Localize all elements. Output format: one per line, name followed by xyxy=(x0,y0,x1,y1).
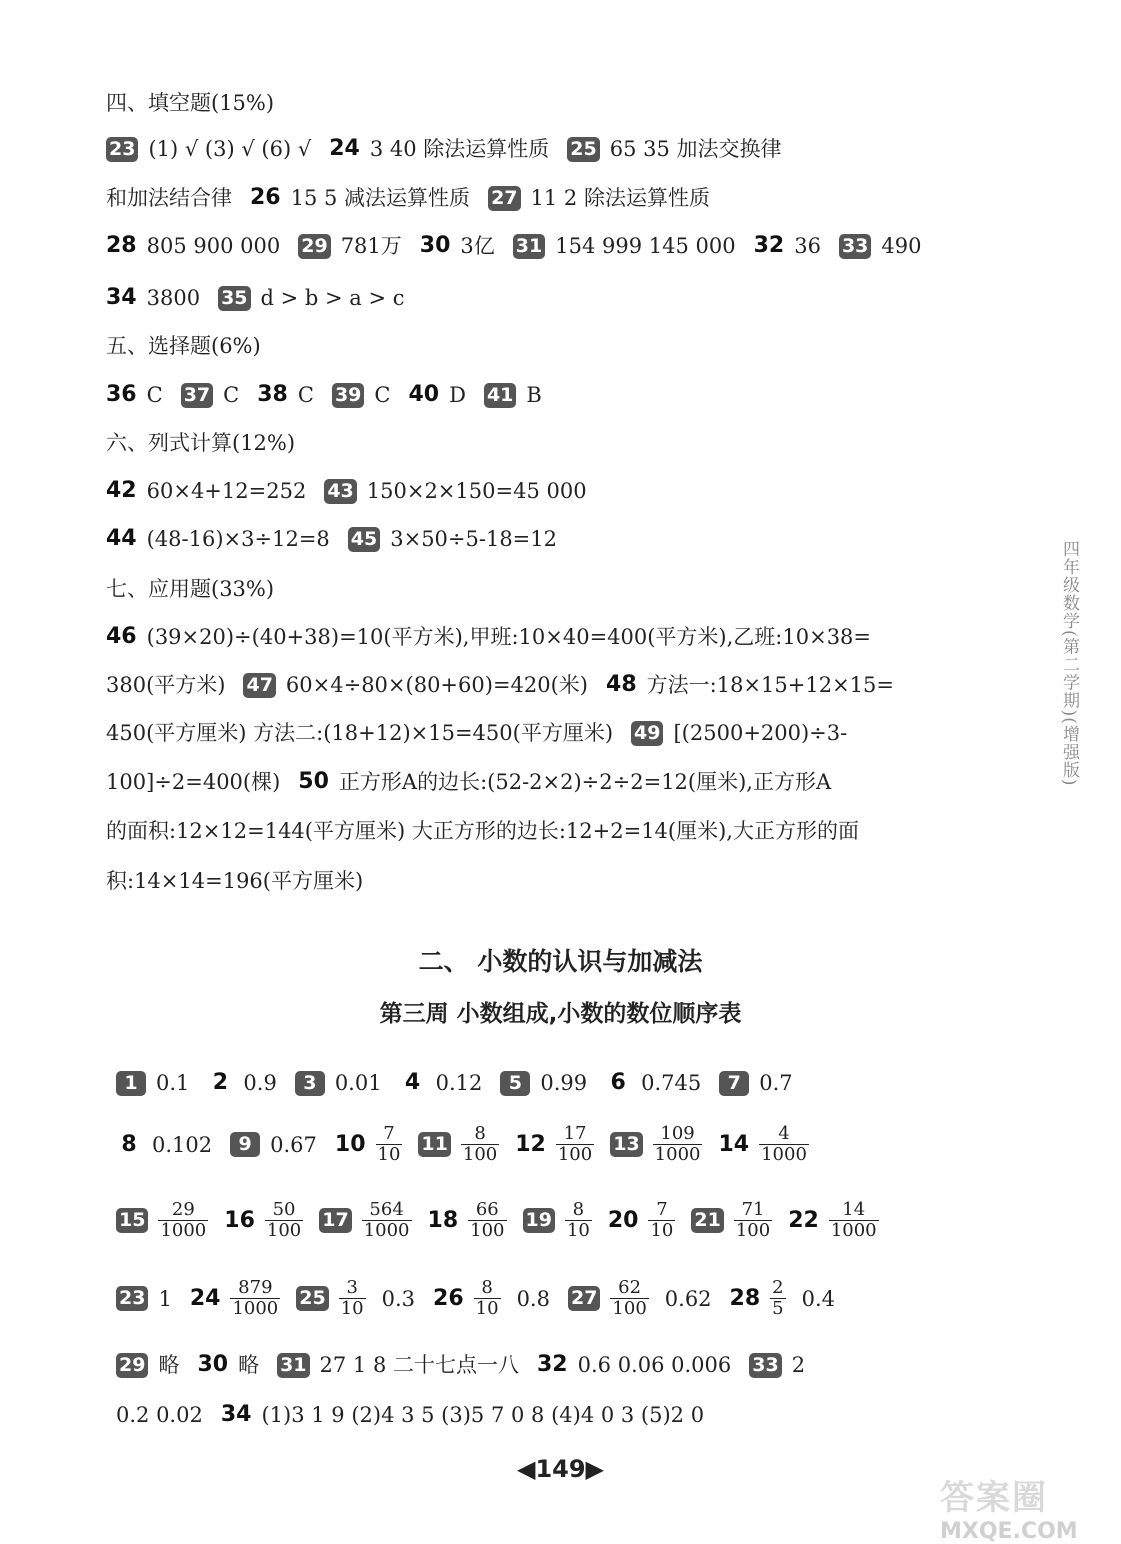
fraction xyxy=(461,1124,499,1165)
answer-line xyxy=(116,1350,823,1380)
question-number: 28 xyxy=(729,1285,761,1311)
watermark-logo xyxy=(940,1470,1120,1544)
question-number-boxed: 15 xyxy=(116,1208,148,1233)
answer-text: d > b > a > c xyxy=(260,286,405,310)
answer-text: 100]÷2=400(棵) xyxy=(106,770,281,794)
answer-text: 0.8 xyxy=(516,1286,550,1311)
answer-item xyxy=(567,134,799,164)
fraction xyxy=(653,1124,703,1165)
answer-item xyxy=(332,380,409,410)
answer-line xyxy=(116,1124,825,1165)
answer-line xyxy=(116,1068,811,1098)
answer-item xyxy=(116,1130,230,1160)
answer-line xyxy=(106,283,423,313)
answer-item xyxy=(749,1350,823,1380)
question-number-boxed: 11 xyxy=(418,1132,450,1157)
answer-text: 和加法结合律 xyxy=(106,186,232,210)
question-number: 36 xyxy=(106,382,137,407)
answer-text: (39×20)÷(40+38)=10(平方米),甲班:10×40=400(平方米),乙班:10×38= xyxy=(146,625,872,649)
answer-item xyxy=(116,1350,197,1380)
answer-item xyxy=(257,380,332,410)
question-number: 30 xyxy=(419,233,451,258)
answer-item xyxy=(106,476,324,506)
question-number-boxed: 7 xyxy=(719,1071,749,1096)
fraction-denominator: 10 xyxy=(377,1144,401,1165)
answer-item xyxy=(631,718,865,748)
answer-line xyxy=(106,622,889,652)
answer-text: (48-16)×3÷12=8 xyxy=(146,527,330,551)
question-number: 32 xyxy=(753,233,785,258)
answer-text: 0.1 xyxy=(156,1071,190,1095)
section-heading-calc: 六、列式计算(12%) xyxy=(106,431,296,455)
question-number: 48 xyxy=(606,672,637,697)
question-number-boxed: 3 xyxy=(295,1071,325,1096)
fraction-denominator: 10 xyxy=(475,1298,499,1319)
fraction xyxy=(362,1200,412,1241)
fraction-denominator: 10 xyxy=(566,1220,590,1241)
fraction-numerator: 14 xyxy=(842,1199,866,1220)
question-number: 46 xyxy=(106,624,137,649)
answer-item xyxy=(230,1130,335,1160)
answer-item xyxy=(610,1124,718,1165)
answer-line xyxy=(106,380,560,410)
fraction-numerator: 2 xyxy=(772,1277,784,1298)
question-number-boxed: 27 xyxy=(568,1286,600,1311)
question-number: 26 xyxy=(250,185,281,210)
fraction-numerator: 66 xyxy=(475,1199,499,1220)
question-number: 44 xyxy=(106,526,137,551)
answer-text: 490 xyxy=(881,234,922,258)
section-heading-choice: 五、选择题(6%) xyxy=(106,334,261,358)
fraction-denominator: 1000 xyxy=(830,1220,877,1241)
question-number: 14 xyxy=(718,1131,750,1157)
answer-text: 0.12 xyxy=(435,1071,483,1095)
fraction-denominator: 1000 xyxy=(363,1220,410,1241)
answer-text: (1)3 1 9 (2)4 3 5 (3)5 7 0 8 (4)4 0 3 (5)2 0 xyxy=(261,1403,705,1427)
answer-text: 0.9 xyxy=(243,1071,277,1095)
answer-item xyxy=(428,1200,523,1241)
fraction-numerator: 7 xyxy=(656,1199,668,1220)
answer-item xyxy=(400,1068,501,1098)
answer-line xyxy=(106,231,940,261)
answer-text: 略 xyxy=(158,1353,180,1377)
answer-text: 0.01 xyxy=(334,1071,382,1095)
question-number-boxed: 25 xyxy=(567,137,599,162)
chapter-title: 二、 小数的认识与加减法 xyxy=(418,947,703,976)
question-number: 12 xyxy=(515,1131,546,1157)
question-number: 24 xyxy=(189,1285,221,1311)
question-number-boxed: 27 xyxy=(488,186,520,211)
answer-text: 的面积:12×12=144(平方厘米) 大正方形的边长:12+2=14(厘米),大正方形的面 xyxy=(106,819,859,843)
answer-text: D xyxy=(449,383,466,407)
answer-text: [(2500+200)÷3- xyxy=(673,721,848,745)
fraction xyxy=(376,1124,403,1165)
answer-item xyxy=(420,231,513,261)
question-number-boxed: 35 xyxy=(218,286,250,311)
question-number: 8 xyxy=(121,1131,137,1157)
fraction xyxy=(265,1200,303,1241)
fraction xyxy=(556,1124,594,1165)
fraction-numerator: 29 xyxy=(171,1199,195,1220)
answer-text: C xyxy=(146,383,163,407)
fraction-denominator: 100 xyxy=(612,1298,647,1319)
answer-text: 15 5 减法运算性质 xyxy=(290,186,471,210)
question-number-boxed: 25 xyxy=(296,1286,328,1311)
answer-text: 154 999 145 000 xyxy=(555,234,736,258)
question-number: 28 xyxy=(106,233,137,258)
answer-item xyxy=(116,1068,207,1098)
answer-item xyxy=(106,622,889,652)
answer-item xyxy=(433,1278,568,1319)
fraction xyxy=(468,1200,506,1241)
answer-text: 805 900 000 xyxy=(146,234,281,258)
answer-text: 0.3 xyxy=(381,1286,416,1311)
answer-item xyxy=(488,183,728,213)
answer-item xyxy=(719,1068,810,1098)
question-number-boxed: 33 xyxy=(749,1353,781,1378)
answer-item xyxy=(181,380,258,410)
fraction xyxy=(770,1278,785,1319)
answer-item xyxy=(224,1200,319,1241)
fraction-numerator: 3 xyxy=(346,1277,358,1298)
answer-text: 0.4 xyxy=(801,1286,836,1311)
question-number-boxed: 23 xyxy=(116,1286,148,1311)
answer-item xyxy=(298,231,420,261)
answer-item xyxy=(296,1278,433,1319)
answer-item xyxy=(523,1200,608,1241)
fraction xyxy=(759,1124,809,1165)
answer-line xyxy=(116,1200,895,1241)
question-number-boxed: 19 xyxy=(523,1208,555,1233)
fraction-denominator: 1000 xyxy=(654,1144,701,1165)
question-number: 26 xyxy=(433,1285,464,1311)
fraction-numerator: 71 xyxy=(741,1199,765,1220)
answer-item xyxy=(718,1124,824,1165)
answer-item xyxy=(221,1400,722,1430)
question-number-boxed: 9 xyxy=(230,1132,260,1157)
question-number: 10 xyxy=(334,1131,366,1157)
page-number: ◀149▶ xyxy=(516,1455,604,1483)
answer-item xyxy=(568,1278,730,1319)
question-number-boxed: 29 xyxy=(116,1353,148,1378)
question-number: 40 xyxy=(408,382,440,407)
question-number: 30 xyxy=(197,1352,229,1377)
question-number-boxed: 1 xyxy=(116,1071,146,1096)
answer-item xyxy=(513,231,754,261)
question-number-boxed: 21 xyxy=(691,1208,723,1233)
answer-item xyxy=(537,1350,749,1380)
answer-item xyxy=(295,1068,400,1098)
question-number: 34 xyxy=(106,285,137,310)
fraction xyxy=(474,1278,501,1319)
answer-line xyxy=(116,1278,853,1319)
fraction xyxy=(339,1278,366,1319)
fraction-denominator: 100 xyxy=(735,1220,771,1241)
answer-text: 150×2×150=45 000 xyxy=(366,479,587,503)
answer-text: 27 1 8 二十七点一八 xyxy=(319,1353,519,1377)
question-number: 24 xyxy=(329,136,360,161)
answer-text: 781万 xyxy=(340,234,402,258)
answer-item xyxy=(500,1068,605,1098)
question-number-boxed: 17 xyxy=(319,1208,351,1233)
fraction-denominator: 100 xyxy=(462,1144,498,1165)
fraction-numerator: 17 xyxy=(563,1123,587,1144)
answer-item xyxy=(324,476,604,506)
question-number: 22 xyxy=(788,1207,819,1233)
answer-text: C xyxy=(297,383,314,407)
answer-text: 0.99 xyxy=(540,1071,588,1095)
week-title: 第三周 小数组成,小数的数位顺序表 xyxy=(379,1001,742,1027)
answer-text: 3亿 xyxy=(460,234,495,258)
answer-text: C xyxy=(223,383,240,407)
answer-item xyxy=(207,1068,294,1098)
answer-text: 60×4÷80×(80+60)=420(米) xyxy=(285,673,589,697)
answer-text: 36 xyxy=(794,234,821,258)
answer-item xyxy=(606,670,912,700)
question-number: 20 xyxy=(607,1207,639,1233)
answer-item xyxy=(190,1278,296,1319)
answer-item xyxy=(605,1068,719,1098)
question-number-boxed: 39 xyxy=(332,383,364,408)
question-number-boxed: 37 xyxy=(181,383,213,408)
answer-text: 0.6 0.06 0.006 xyxy=(577,1353,732,1377)
answer-item xyxy=(116,1400,221,1430)
answer-item xyxy=(243,670,606,700)
answer-text: 0.67 xyxy=(270,1132,317,1157)
answer-line xyxy=(116,1400,722,1430)
question-number: 42 xyxy=(106,478,137,503)
question-number-boxed: 45 xyxy=(348,527,380,552)
side-book-title: 四年级数学(第二学期)(增强版) xyxy=(1059,540,1079,787)
answer-item xyxy=(116,1200,224,1241)
fraction-denominator: 1000 xyxy=(160,1220,207,1241)
answer-item xyxy=(515,1124,610,1165)
fraction xyxy=(734,1200,772,1241)
answer-line xyxy=(106,134,800,164)
answer-item xyxy=(691,1200,788,1241)
answer-text: 3800 xyxy=(146,286,201,310)
fraction-denominator: 10 xyxy=(340,1298,364,1319)
answer-text: (1) √ (3) √ (6) √ xyxy=(148,137,312,161)
answer-text: 正方形A的边长:(52-2×2)÷2÷2=12(厘米),正方形A xyxy=(338,770,832,794)
answer-item xyxy=(788,1200,894,1241)
answer-text: 方法一:18×15+12×15= xyxy=(646,673,894,697)
watermark-top-text: 答案圈 xyxy=(940,1478,1048,1518)
fraction xyxy=(158,1200,208,1241)
answer-text: 0.2 0.02 xyxy=(116,1403,203,1427)
answer-text: 65 35 加法交换律 xyxy=(609,137,782,161)
question-number-boxed: 13 xyxy=(610,1132,642,1157)
answer-line xyxy=(106,183,728,213)
fraction xyxy=(610,1278,648,1319)
question-number-boxed: 43 xyxy=(324,479,356,504)
answer-text: 380(平方米) xyxy=(106,673,226,697)
answer-item xyxy=(839,231,940,261)
answer-item xyxy=(484,380,560,410)
answer-item xyxy=(730,1278,853,1319)
fraction xyxy=(648,1200,675,1241)
answer-item xyxy=(106,283,218,313)
answer-text: C xyxy=(374,383,391,407)
answer-line xyxy=(106,524,575,554)
answer-item xyxy=(250,183,488,213)
fraction-numerator: 109 xyxy=(660,1123,695,1144)
answer-line xyxy=(106,816,877,846)
question-number: 32 xyxy=(537,1352,568,1377)
question-number: 50 xyxy=(298,769,329,794)
question-number: 18 xyxy=(427,1207,459,1233)
answer-item xyxy=(106,524,348,554)
answer-text: 0.745 xyxy=(641,1071,702,1095)
fraction-denominator: 1000 xyxy=(232,1298,279,1319)
question-number-boxed: 29 xyxy=(298,234,330,259)
section-heading-fill-blank: 四、填空题(15%) xyxy=(106,91,275,115)
question-number: 16 xyxy=(224,1207,255,1233)
answer-item xyxy=(754,231,839,261)
answer-text: 3×50÷5-18=12 xyxy=(390,527,558,551)
answer-item xyxy=(298,767,849,797)
answer-item xyxy=(319,1200,427,1241)
question-number: 38 xyxy=(257,382,288,407)
question-number-boxed: 47 xyxy=(243,673,275,698)
answer-text: 11 2 除法运算性质 xyxy=(530,186,710,210)
fraction-denominator: 100 xyxy=(470,1220,505,1241)
answer-line xyxy=(106,476,605,506)
question-number: 2 xyxy=(212,1070,229,1095)
fraction-denominator: 100 xyxy=(266,1220,302,1241)
fraction-denominator: 10 xyxy=(650,1220,674,1241)
answer-text: 2 xyxy=(791,1353,806,1377)
answer-text: 略 xyxy=(238,1353,260,1377)
answer-item xyxy=(106,231,298,261)
question-number-boxed: 31 xyxy=(277,1353,309,1378)
answer-text: 0.62 xyxy=(664,1286,712,1311)
answer-item xyxy=(608,1200,692,1241)
answer-line xyxy=(106,718,865,748)
answer-item xyxy=(197,1350,277,1380)
answer-text: 0.7 xyxy=(759,1071,793,1095)
fraction-numerator: 879 xyxy=(238,1277,273,1298)
fraction-denominator: 1000 xyxy=(761,1144,807,1165)
fraction xyxy=(230,1278,280,1319)
fraction-numerator: 564 xyxy=(369,1199,404,1220)
answer-text: 450(平方厘米) 方法二:(18+12)×15=450(平方厘米) xyxy=(106,721,614,745)
fraction-numerator: 8 xyxy=(481,1277,493,1298)
fraction-numerator: 50 xyxy=(272,1199,296,1220)
answer-line xyxy=(106,767,849,797)
answer-item xyxy=(106,134,329,164)
question-number-boxed: 33 xyxy=(839,234,871,259)
answer-text: 积:14×14=196(平方厘米) xyxy=(106,869,364,893)
question-number: 34 xyxy=(220,1402,252,1427)
fraction-denominator: 100 xyxy=(557,1144,593,1165)
fraction-numerator: 8 xyxy=(572,1199,585,1220)
question-number-boxed: 41 xyxy=(484,383,516,408)
question-number: 4 xyxy=(404,1070,421,1095)
answer-text: 1 xyxy=(158,1286,172,1311)
answer-line xyxy=(106,866,381,896)
question-number-boxed: 31 xyxy=(513,234,545,259)
answer-text: 0.102 xyxy=(152,1132,213,1157)
section-heading-application: 七、应用题(33%) xyxy=(106,577,275,601)
fraction-numerator: 62 xyxy=(618,1277,642,1298)
answer-text: 3 40 除法运算性质 xyxy=(369,137,550,161)
answer-item xyxy=(106,380,181,410)
fraction xyxy=(829,1200,879,1241)
question-number-boxed: 23 xyxy=(106,137,138,162)
answer-text: 60×4+12=252 xyxy=(146,479,307,503)
answer-item xyxy=(418,1124,515,1165)
answer-item xyxy=(218,283,422,313)
question-number-boxed: 49 xyxy=(631,721,663,746)
answer-item xyxy=(277,1350,537,1380)
fraction-numerator: 4 xyxy=(778,1123,790,1144)
question-number-boxed: 5 xyxy=(500,1071,530,1096)
answer-item xyxy=(408,380,483,410)
fraction-denominator: 5 xyxy=(772,1298,784,1319)
answer-item xyxy=(335,1124,419,1165)
answer-item xyxy=(348,524,575,554)
question-number: 6 xyxy=(610,1070,626,1095)
answer-line xyxy=(106,670,912,700)
fraction xyxy=(565,1200,592,1241)
watermark-bottom-text: MXQE.COM xyxy=(940,1519,1078,1544)
fraction-numerator: 7 xyxy=(383,1123,395,1144)
answer-item xyxy=(116,1284,190,1314)
answer-item xyxy=(329,134,567,164)
fraction-numerator: 8 xyxy=(474,1123,486,1144)
answer-text: B xyxy=(526,383,542,407)
